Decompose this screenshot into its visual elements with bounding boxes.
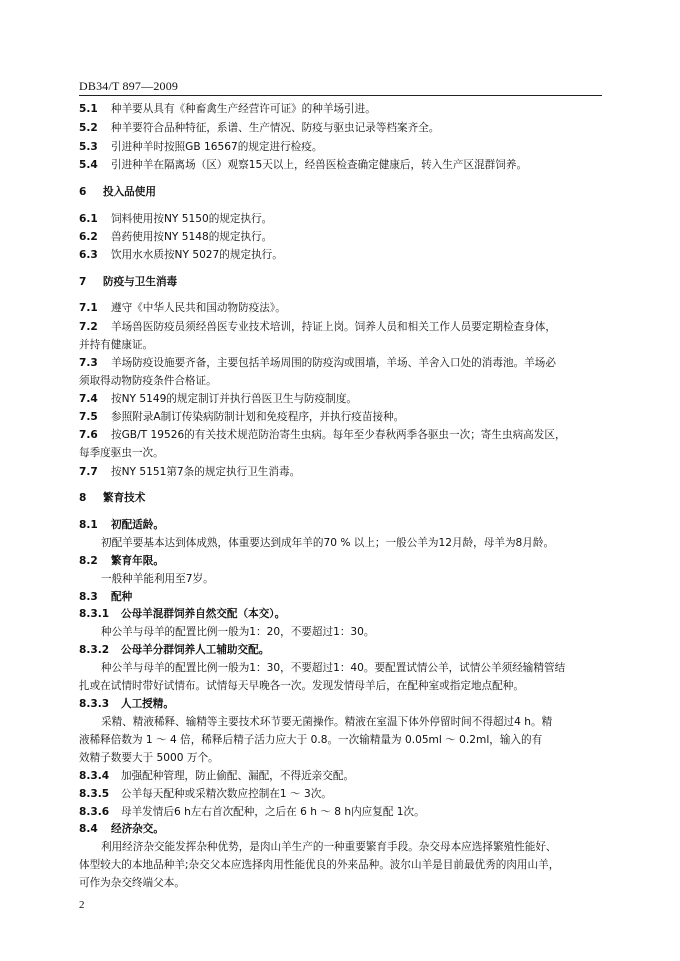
clause-text: 参照附录A制订传染病防制计划和免疫程序，并执行疫苗接种。 — [111, 411, 405, 423]
clause-8-3-3-body-line1: 采精、精液稀释、输精等主要技术环节要无菌操作。精液在室温下体外停留时间不得超过4 h。精 — [101, 716, 553, 728]
clause-7-1 — [79, 301, 286, 315]
clause-number: 7.5 — [79, 411, 98, 423]
clause-5-4 — [79, 158, 527, 172]
standard-code: DB34/T 897—2009 — [79, 79, 179, 93]
clause-text: 羊场防疫设施要齐备，主要包括羊场周围的防疫沟或围墙，羊场、羊舍入口处的消毒池。羊场必 — [111, 357, 556, 369]
clause-number: 7.1 — [79, 302, 98, 314]
clause-number: 8.3.3 — [79, 698, 110, 710]
clause-number: 8.3 — [79, 591, 98, 603]
clause-title: 配种 — [111, 591, 133, 603]
clause-number: 7.2 — [79, 321, 98, 333]
clause-8-3-6 — [79, 805, 425, 819]
section-title: 繁育技术 — [103, 492, 146, 504]
clause-number: 6.1 — [79, 213, 98, 225]
clause-8-4-body-line2: 体型较大的本地品种羊;杂交父本应选择肉用性能优良的外来品种。波尔山羊是目前最优秀的肉用山羊， — [79, 859, 560, 871]
clause-6-2 — [79, 230, 272, 244]
clause-7-2 — [79, 320, 556, 334]
clause-text: 遵守《中华人民共和国动物防疫法》。 — [111, 302, 286, 314]
section-title: 防疫与卫生消毒 — [103, 276, 178, 288]
clause-text: 加强配种管理，防止偷配、漏配，不得近亲交配。 — [121, 770, 355, 782]
clause-text: 按GB/T 19526的有关技术规范防治寄生虫病。每年至少春秋两季各驱虫一次；寄生虫病高发区， — [111, 429, 566, 441]
clause-7-6 — [79, 428, 566, 442]
clause-7-2-continued: 并持有健康证。 — [79, 339, 154, 351]
clause-7-3-continued: 须取得动物防疫条件合格证。 — [79, 375, 217, 387]
clause-number: 5.2 — [79, 122, 98, 134]
clause-title: 初配适龄。 — [111, 519, 164, 531]
section-title: 投入品使用 — [103, 186, 156, 198]
clause-text: 饮用水水质按NY 5027的规定执行。 — [111, 249, 283, 261]
clause-8-3-1-body: 种公羊与母羊的配置比例一般为1：20，不要超过1：30。 — [101, 626, 375, 638]
clause-number: 7.4 — [79, 393, 98, 405]
clause-8-4-body-line3: 可作为杂交终端父本。 — [79, 877, 185, 889]
clause-number: 7.7 — [79, 466, 98, 478]
page-number: 2 — [79, 899, 85, 911]
clause-8-3-3-body-line3: 效精子数要大于 5000 万个。 — [79, 752, 219, 764]
section-number: 8 — [79, 492, 87, 504]
clause-5-3 — [79, 140, 322, 154]
clause-7-6-continued: 每季度驱虫一次。 — [79, 447, 164, 459]
clause-8-3-1 — [79, 607, 285, 621]
clause-8-2-body: 一般种羊能利用至7岁。 — [101, 573, 214, 585]
clause-8-3-5 — [79, 787, 332, 801]
clause-text: 公羊每天配种或采精次数应控制在1 ～ 3次。 — [121, 788, 332, 800]
clause-5-1 — [79, 102, 376, 116]
clause-number: 8.2 — [79, 555, 98, 567]
clause-8-3 — [79, 590, 132, 604]
clause-number: 8.3.5 — [79, 788, 110, 800]
clause-number: 6.2 — [79, 231, 98, 243]
clause-text: 兽药使用按NY 5148的规定执行。 — [111, 231, 273, 243]
clause-7-4 — [79, 392, 357, 406]
clause-text: 母羊发情后6 h左右首次配种，之后在 6 h ～ 8 h内应复配 1次。 — [121, 806, 425, 818]
clause-8-3-2-body-line1: 种公羊与母羊的配置比例一般为1：30，不要超过1：40。要配置试情公羊，试情公羊须经输精管结 — [101, 662, 566, 674]
clause-5-2 — [79, 121, 439, 135]
clause-text: 种羊要从具有《种畜禽生产经营许可证》的种羊场引进。 — [111, 103, 376, 115]
clause-number: 8.1 — [79, 519, 98, 531]
clause-7-3 — [79, 356, 556, 370]
section-heading-6 — [79, 185, 156, 199]
section-heading-7 — [79, 275, 177, 289]
clause-8-3-2-body-line2: 扎或在试情时带好试情布。试情每天早晚各一次。发现发情母羊后，在配种室或指定地点配种。 — [79, 680, 524, 692]
clause-8-1 — [79, 518, 164, 532]
clause-title: 人工授精。 — [121, 698, 174, 710]
clause-number: 7.3 — [79, 357, 98, 369]
clause-6-3 — [79, 248, 283, 262]
clause-6-1 — [79, 212, 272, 226]
clause-8-3-2 — [79, 643, 269, 657]
clause-number: 8.3.4 — [79, 770, 110, 782]
clause-number: 5.3 — [79, 141, 98, 153]
clause-title: 经济杂交。 — [111, 823, 164, 835]
clause-text: 羊场兽医防疫员须经兽医专业技术培训，持证上岗。饲养人员和相关工作人员要定期检查身体， — [111, 321, 556, 333]
clause-text: 种羊要符合品种特征，系谱、生产情况、防疫与驱虫记录等档案齐全。 — [111, 122, 440, 134]
clause-7-5 — [79, 410, 404, 424]
clause-title: 公母羊分群饲养人工辅助交配。 — [121, 644, 270, 656]
clause-8-3-3-body-line2: 液稀释倍数为 1 ～ 4 倍，稀释后精子活力应大于 0.8。一次输精量为 0.05ml ～ 0.2ml，输入的有 — [79, 734, 543, 746]
section-number: 7 — [79, 276, 87, 288]
clause-8-2 — [79, 554, 164, 568]
clause-text: 按NY 5149的规定制订并执行兽医卫生与防疫制度。 — [111, 393, 358, 405]
clause-8-3-3 — [79, 697, 174, 711]
clause-number: 5.4 — [79, 159, 98, 171]
header-divider — [79, 95, 602, 96]
clause-number: 8.3.2 — [79, 644, 110, 656]
clause-text: 按NY 5151第7条的规定执行卫生消毒。 — [111, 466, 301, 478]
clause-title: 繁育年限。 — [111, 555, 164, 567]
clause-number: 5.1 — [79, 103, 98, 115]
clause-7-7 — [79, 465, 300, 479]
section-heading-8 — [79, 491, 145, 505]
clause-text: 引进种羊时按照GB 16567的规定进行检疫。 — [111, 141, 323, 153]
clause-number: 8.4 — [79, 823, 98, 835]
clause-number: 8.3.6 — [79, 806, 110, 818]
section-number: 6 — [79, 186, 87, 198]
clause-8-1-body: 初配羊要基本达到体成熟，体重要达到成年羊的70 % 以上；一般公羊为12月龄，母羊为8月龄。 — [101, 537, 555, 549]
clause-title: 公母羊混群饲养自然交配（本交）。 — [121, 608, 286, 620]
clause-8-4 — [79, 822, 164, 836]
clause-8-4-body-line1: 利用经济杂交能发挥杂种优势，是肉山羊生产的一种重要繁育手段。杂交母本应选择繁殖性能好、 — [101, 841, 557, 853]
clause-text: 引进种羊在隔离场（区）观察15天以上，经兽医检查确定健康后，转入生产区混群饲养。 — [111, 159, 528, 171]
clause-text: 饲料使用按NY 5150的规定执行。 — [111, 213, 273, 225]
clause-number: 7.6 — [79, 429, 98, 441]
clause-8-3-4 — [79, 769, 354, 783]
clause-number: 8.3.1 — [79, 608, 110, 620]
clause-number: 6.3 — [79, 249, 98, 261]
